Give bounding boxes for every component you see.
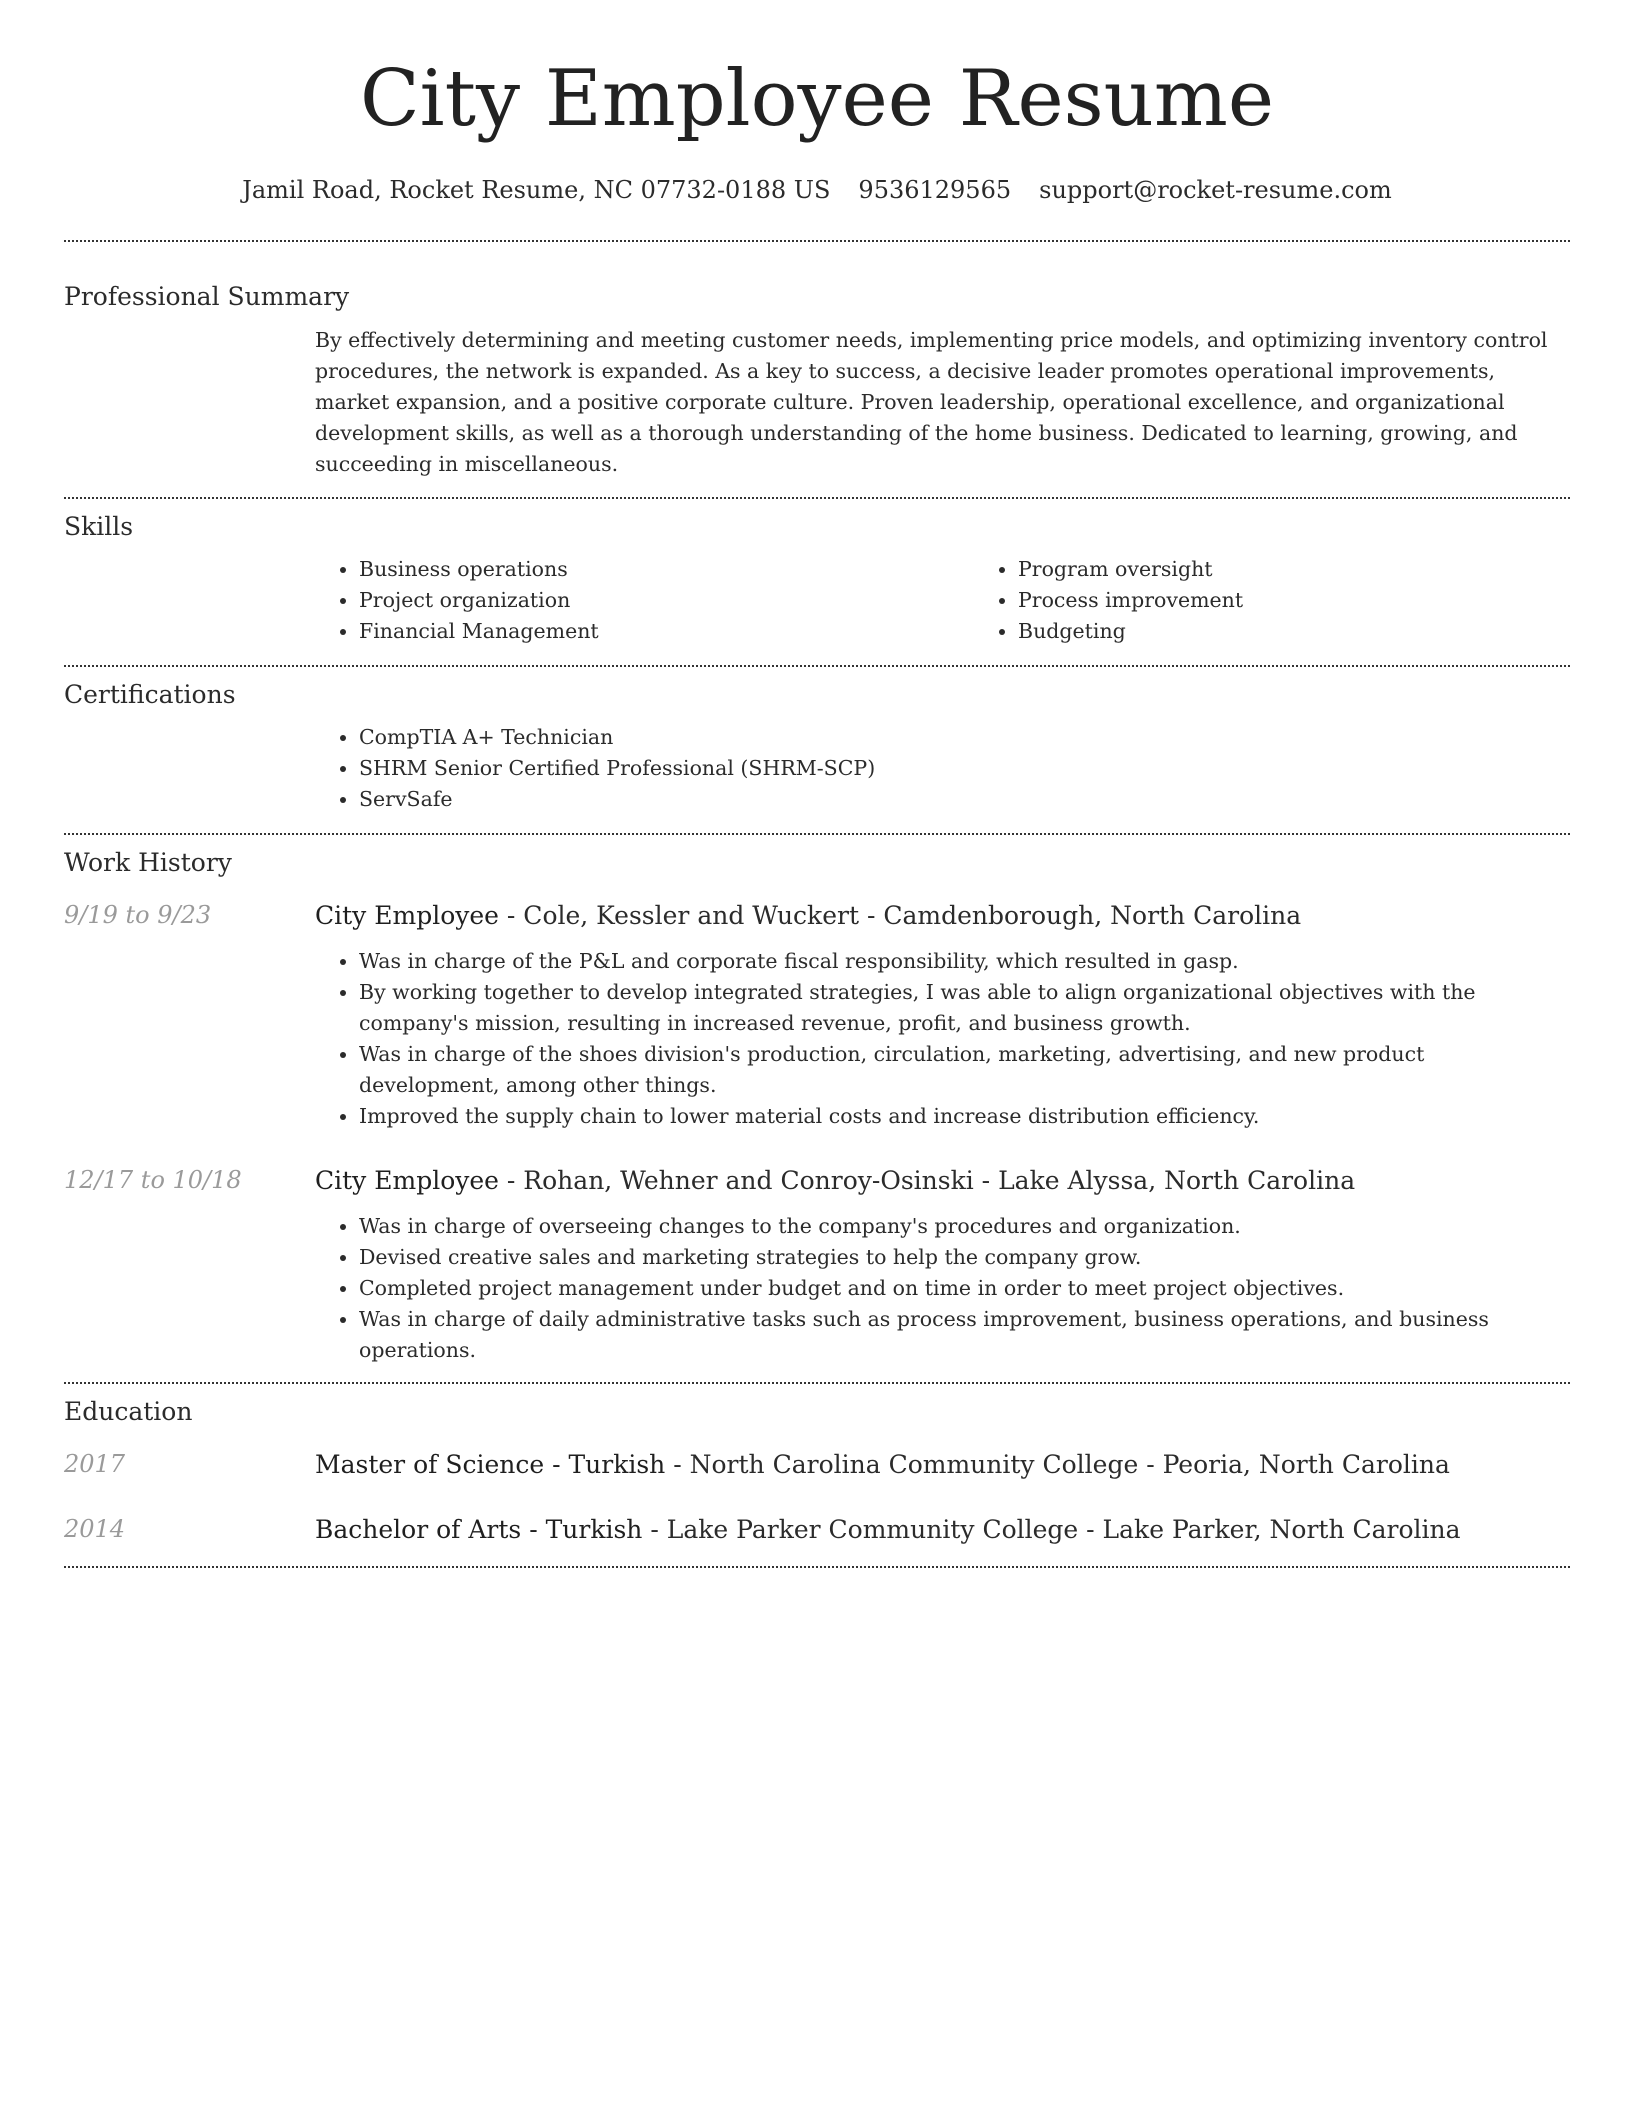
divider: [64, 497, 1570, 499]
skill-item: • Project organization: [359, 585, 974, 616]
divider: [64, 833, 1570, 835]
skills-heading: Skills: [64, 512, 134, 541]
job-bullet: • Was in charge of daily administrative tasks such as process improvement, business operations, and business operations.: [359, 1304, 1570, 1366]
job-bullet: • Was in charge of the P&L and corporate fiscal responsibility, which resulted in gasp.: [359, 946, 1570, 977]
job-bullet: • Was in charge of overseeing changes to the company's procedures and organization.: [359, 1211, 1570, 1242]
job-role: City Employee: [315, 901, 499, 930]
education-entry: [64, 1450, 1570, 1479]
divider: [64, 1382, 1570, 1384]
job-dates: 12/17 to 10/18: [64, 1166, 242, 1194]
skills-list-right: [974, 554, 1632, 647]
job-bullet: • Completed project management under budget and on time in order to meet project objectives.: [359, 1273, 1570, 1304]
job-role: City Employee: [315, 1166, 499, 1195]
education-heading: Education: [64, 1397, 193, 1426]
resume-page: [64, 0, 1570, 1568]
job-details: [315, 946, 1570, 1132]
contact-address: Jamil Road, Rocket Resume, NC 07732-0188 US: [242, 176, 831, 204]
job-bullet: • Devised creative sales and marketing strategies to help the company grow.: [359, 1242, 1570, 1273]
certification-item: • SHRM Senior Certified Professional (SHRM-SCP): [359, 753, 1570, 784]
contact-email: support@rocket-resume.com: [1039, 176, 1392, 204]
certifications-content: [315, 722, 1570, 815]
job-entry: [64, 901, 1570, 1132]
job-bullets: [315, 946, 1570, 1132]
education-year: 2014: [64, 1515, 126, 1543]
skill-item: • Financial Management: [359, 616, 974, 647]
job-bullets: [315, 1211, 1570, 1366]
summary-content: [315, 325, 1570, 480]
divider: [64, 240, 1570, 242]
skills-grid: [315, 554, 1570, 647]
certifications-section: [64, 680, 1570, 815]
job-employer: - Rohan, Wehner and Conroy-Osinski - Lake Alyssa, North Carolina: [498, 1166, 1356, 1195]
divider: [64, 665, 1570, 667]
skill-item: • Budgeting: [1018, 616, 1632, 647]
education-degree: Master of Science - Turkish: [315, 1450, 666, 1479]
job-entry: [64, 1166, 1570, 1366]
skills-section: [64, 512, 1570, 647]
skills-list-left: [315, 554, 974, 647]
resume-title: City Employee Resume: [359, 54, 1275, 144]
job-title-line: [315, 1166, 1570, 1195]
certifications-list: [315, 722, 1570, 815]
work-heading: Work History: [64, 848, 232, 877]
education-degree: Bachelor of Arts - Turkish: [315, 1515, 643, 1544]
skill-item: • Program oversight: [1018, 554, 1632, 585]
job-title-line: [315, 901, 1570, 930]
summary-section: [64, 282, 1570, 480]
education-entry: [64, 1515, 1570, 1544]
education-year: 2017: [64, 1450, 126, 1478]
job-bullet: • By working together to develop integrated strategies, I was able to align organizational objectives with the company's mission, resulting in increased revenue, profit, and business growth.: [359, 977, 1570, 1039]
summary-text: By effectively determining and meeting customer needs, implementing price models, and optimizing inventory control procedures, the network is expanded. As a key to success, a decisive leader promotes operational improvements, market expansion, and a positive corporate culture. Proven leadership, operational excellence, and organizational development skills, as well as a thorough understanding of the home business. Dedicated to learning, growing, and succeeding in miscellaneous.: [315, 328, 1548, 476]
job-dates: 9/19 to 9/23: [64, 901, 212, 929]
education-school: - North Carolina Community College - Peoria, North Carolina: [665, 1450, 1450, 1479]
summary-heading: Professional Summary: [64, 282, 350, 311]
education-title-line: [315, 1450, 1570, 1479]
job-bullet: • Was in charge of the shoes division's production, circulation, marketing, advertising, and new product development, among other things.: [359, 1039, 1570, 1101]
certification-item: • ServSafe: [359, 784, 1570, 815]
skill-item: • Business operations: [359, 554, 974, 585]
contact-line: [64, 176, 1570, 204]
education-school: - Lake Parker Community College - Lake Parker, North Carolina: [642, 1515, 1461, 1544]
contact-phone: 9536129565: [858, 176, 1012, 204]
certifications-heading: Certifications: [64, 680, 236, 709]
work-section: [64, 848, 1570, 1366]
job-details: [315, 1211, 1570, 1366]
education-section: [64, 1397, 1570, 1544]
job-bullet: • Improved the supply chain to lower material costs and increase distribution efficiency.: [359, 1101, 1570, 1132]
divider: [64, 1566, 1570, 1568]
education-title-line: [315, 1515, 1570, 1544]
skill-item: • Process improvement: [1018, 585, 1632, 616]
job-employer: - Cole, Kessler and Wuckert - Camdenborough, North Carolina: [498, 901, 1302, 930]
certification-item: • CompTIA A+ Technician: [359, 722, 1570, 753]
